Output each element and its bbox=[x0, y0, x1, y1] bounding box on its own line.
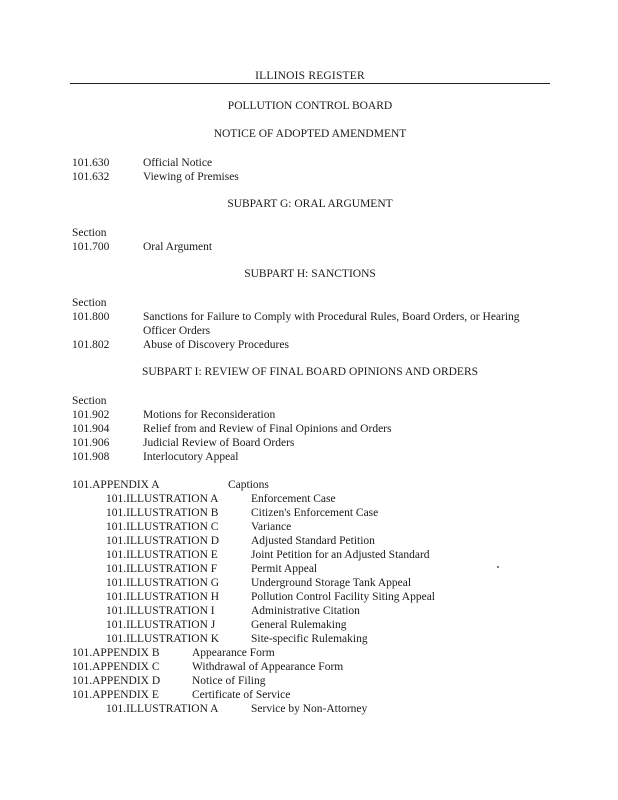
illustration-title: Service by Non-Attorney bbox=[251, 703, 368, 715]
illustration-label: 101.ILLUSTRATION G bbox=[106, 577, 220, 589]
section-label: Section bbox=[72, 395, 107, 407]
appendix-title: Notice of Filing bbox=[192, 675, 266, 687]
appendix-title: Captions bbox=[228, 479, 269, 491]
illustration-title: Variance bbox=[251, 521, 292, 533]
section-number: 101.632 bbox=[72, 171, 110, 183]
appendix-label: 101.APPENDIX B bbox=[72, 647, 160, 659]
register-title: ILLINOIS REGISTER bbox=[255, 70, 365, 82]
section-number: 101.700 bbox=[72, 241, 110, 253]
section-label: Section bbox=[72, 297, 107, 309]
illustration-label: 101.ILLUSTRATION E bbox=[106, 549, 218, 561]
appendix-title: Appearance Form bbox=[192, 647, 275, 659]
illustration-label: 101.ILLUSTRATION A bbox=[106, 493, 219, 505]
appendix-title: Certificate of Service bbox=[192, 689, 291, 701]
appendix-label: 101.APPENDIX D bbox=[72, 675, 161, 687]
section-title: Oral Argument bbox=[143, 241, 213, 253]
subpart-g-heading: SUBPART G: ORAL ARGUMENT bbox=[227, 198, 393, 210]
illustration-title: Pollution Control Facility Siting Appeal bbox=[251, 591, 436, 603]
section-title: Viewing of Premises bbox=[143, 171, 239, 183]
illustration-label: 101.ILLUSTRATION J bbox=[106, 619, 216, 631]
illustration-label: 101.ILLUSTRATION K bbox=[106, 633, 220, 645]
section-number: 101.906 bbox=[72, 437, 110, 449]
subpart-h-heading: SUBPART H: SANCTIONS bbox=[244, 268, 376, 280]
illustration-title: Underground Storage Tank Appeal bbox=[251, 577, 412, 589]
illustration-title: Permit Appeal bbox=[251, 563, 318, 575]
section-number: 101.902 bbox=[72, 409, 110, 421]
illustration-title: Joint Petition for an Adjusted Standard bbox=[251, 549, 430, 561]
illustration-title: Adjusted Standard Petition bbox=[251, 535, 375, 547]
illustration-title: Site-specific Rulemaking bbox=[251, 633, 368, 645]
header-rule bbox=[70, 83, 550, 84]
section-number: 101.630 bbox=[72, 157, 110, 169]
section-number: 101.904 bbox=[72, 423, 110, 435]
section-title: Sanctions for Failure to Comply with Procedural Rules, Board Orders, or Hearing Officer Orders bbox=[143, 311, 520, 337]
appendix-label: 101.APPENDIX A bbox=[72, 479, 160, 491]
section-title: Abuse of Discovery Procedures bbox=[143, 339, 289, 351]
section-title: Motions for Reconsideration bbox=[143, 409, 276, 421]
register-header bbox=[70, 70, 550, 86]
illustration-label: 101.ILLUSTRATION D bbox=[106, 535, 220, 547]
illustration-label: 101.ILLUSTRATION H bbox=[106, 591, 220, 603]
stray-mark bbox=[497, 566, 499, 568]
appendix-label: 101.APPENDIX C bbox=[72, 661, 160, 673]
illustration-label: 101.ILLUSTRATION C bbox=[106, 521, 219, 533]
section-title: Relief from and Review of Final Opinions and Orders bbox=[143, 423, 392, 435]
agency-title: POLLUTION CONTROL BOARD bbox=[227, 100, 393, 112]
illustration-title: Administrative Citation bbox=[251, 605, 360, 617]
appendix-title: Withdrawal of Appearance Form bbox=[192, 661, 344, 673]
section-label: Section bbox=[72, 227, 107, 239]
section-title: Interlocutory Appeal bbox=[143, 451, 239, 463]
illustration-label: 101.ILLUSTRATION A bbox=[106, 703, 219, 715]
appendix-label: 101.APPENDIX E bbox=[72, 689, 159, 701]
subpart-i-heading: SUBPART I: REVIEW OF FINAL BOARD OPINIONS AND ORDERS bbox=[141, 366, 479, 378]
illustration-label: 101.ILLUSTRATION F bbox=[106, 563, 218, 575]
section-title: Official Notice bbox=[143, 157, 213, 169]
section-number: 101.800 bbox=[72, 311, 110, 323]
illustration-title: Enforcement Case bbox=[251, 493, 336, 505]
section-title: Judicial Review of Board Orders bbox=[143, 437, 295, 449]
illustration-title: General Rulemaking bbox=[251, 619, 347, 631]
illustration-title: Citizen's Enforcement Case bbox=[251, 507, 379, 519]
illustration-label: 101.ILLUSTRATION I bbox=[106, 605, 215, 617]
section-number: 101.802 bbox=[72, 339, 110, 351]
illustration-label: 101.ILLUSTRATION B bbox=[106, 507, 219, 519]
notice-title: NOTICE OF ADOPTED AMENDMENT bbox=[213, 128, 407, 140]
section-number: 101.908 bbox=[72, 451, 110, 463]
